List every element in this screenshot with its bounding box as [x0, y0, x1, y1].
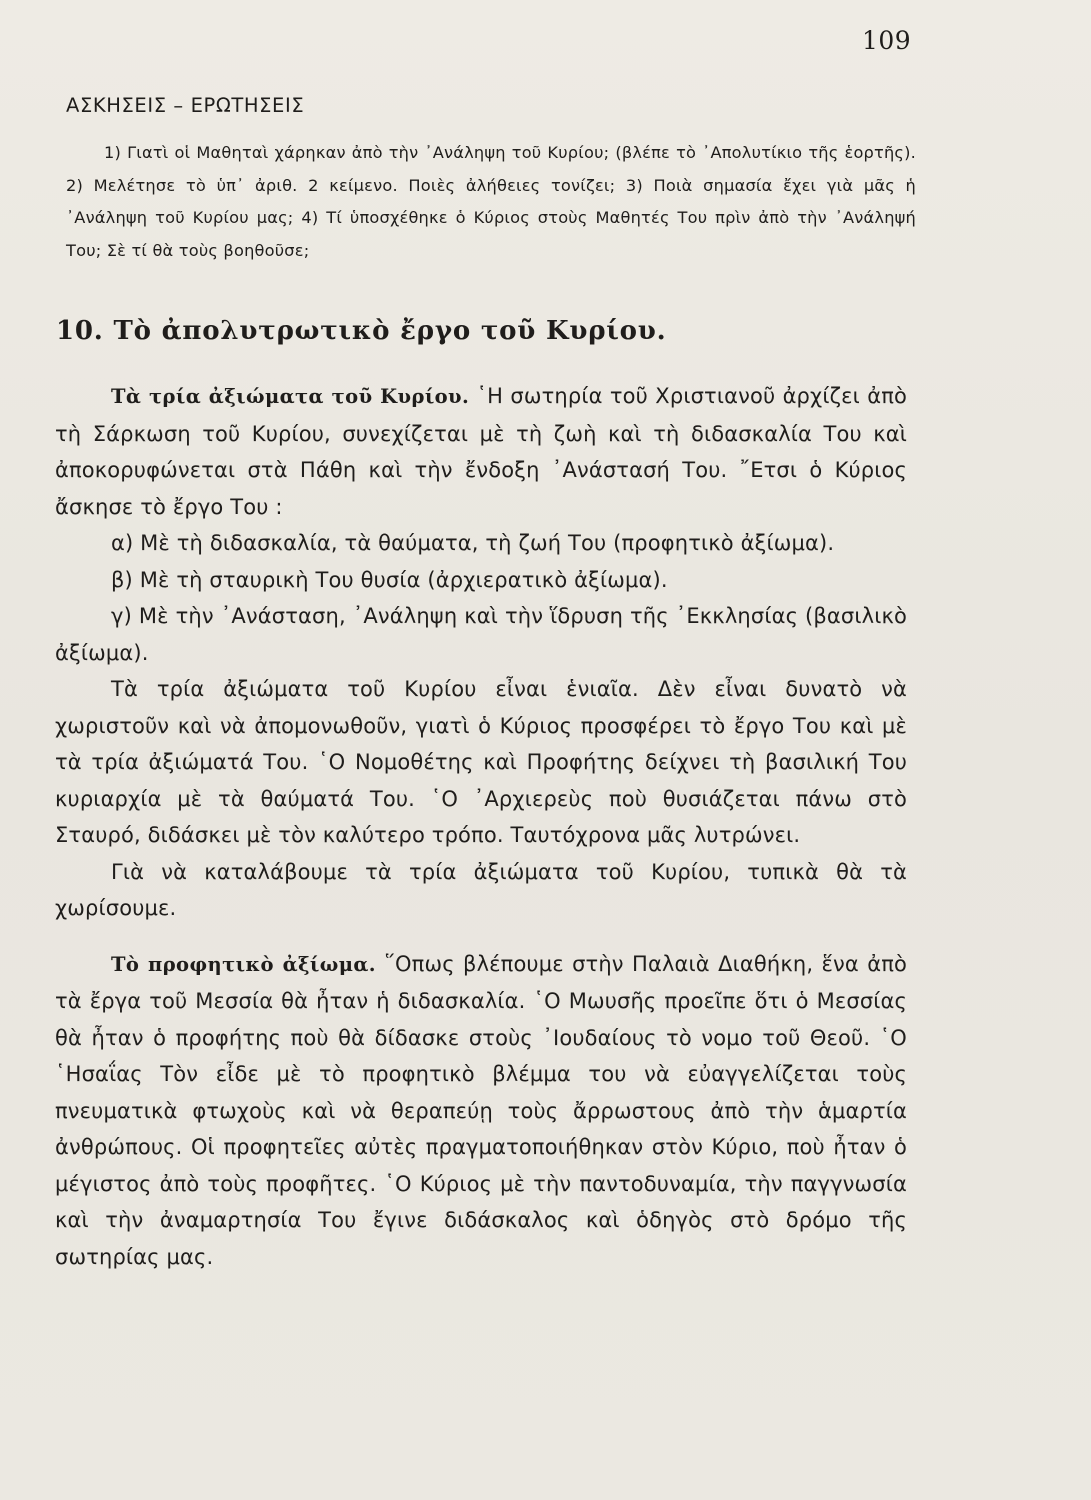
- paragraph-unity: Τὰ τρία ἀξιώματα τοῦ Κυρίου εἶναι ἑνιαῖα. Δὲν εἶναι δυνατὸ νὰ χωριστοῦν καὶ νὰ ἀπομονωθοῦν, γιατὶ ὁ Κύριος προσφέρει τὸ ἔργο Του καὶ μὲ τὰ τρία ἀξιώματά Του. ῾Ο Νομοθέτης καὶ Προφήτης δείχνει τὴ βασιλική Του κυριαρχία μὲ τὰ θαύματά Του. ῾Ο ᾿Αρχιερεὺς ποὺ θυσιάζεται πάνω στὸ Σταυρό, διδάσκει μὲ τὸν καλύτερο τρόπο. Ταυτόχρονα μᾶς λυτρώνει.: [55, 677, 907, 847]
- paragraph-three-offices: [55, 378, 907, 525]
- paragraph-prophetic: [55, 946, 907, 1276]
- list-item-a: α) Μὲ τὴ διδασκαλία, τὰ θαύματα, τὴ ζωή Του (προφητικὸ ἀξίωμα).: [111, 531, 835, 555]
- three-offices-lead: Τὰ τρία ἀξιώματα τοῦ Κυρίου.: [111, 385, 470, 408]
- prophetic-lead: Τὸ προφητικὸ ἀξίωμα.: [111, 952, 376, 976]
- prophetic-text: ῞Οπως βλέπουμε στὴν Παλαιὰ Διαθήκη, ἕνα ἀπὸ τὰ ἔργα τοῦ Μεσσία θὰ ἦταν ἡ διδασκαλία. ῾Ο Μωυσῆς προεῖπε ὅτι ὁ Μεσσίας θὰ ἦταν ὁ προφήτης ποὺ θὰ δίδασκε στοὺς ᾿Ιουδαίους τὸ νομο τοῦ Θεοῦ. ῾Ο ῾Ησαΐας Τὸν εἶδε μὲ τὸ προφητικὸ βλέμμα του νὰ εὐαγγελίζεται τοὺς πνευματικὰ φτωχοὺς καὶ νὰ θεραπεύῃ τοὺς ἄρρωστους ἀπὸ τὴν ἁμαρτία ἀνθρώπους. Οἱ προφητεῖες αὐτὲς πραγματοποιήθηκαν στὸν Κύριο, ποὺ ἦταν ὁ μέγιστος ἀπὸ τοὺς προφῆτες. ῾Ο Κύριος μὲ τὴν παντοδυναμία, τὴν παγγνωσία καὶ τὴν ἀναμαρτησία Του ἔγινε διδάσκαλος καὶ ὁδηγὸς στὸ δρόμο τῆς σωτηρίας μας.: [55, 951, 907, 1269]
- section-title: 10. Τὸ ἀπολυτρωτικὸ ἔργο τοῦ Κυρίου.: [56, 316, 667, 346]
- exercises-questions: 1) Γιατὶ οἱ Μαθηταὶ χάρηκαν ἀπὸ τὴν ᾿Ανάληψη τοῦ Κυρίου; (βλέπε τὸ ᾿Απολυτίκιο τῆς ἑορτῆς). 2) Μελέτησε τὸ ὑπ᾿ ἀριθ. 2 κείμενο. Ποιὲς ἀλήθειες τονίζει; 3) Ποιὰ σημασία ἔχει γιὰ μᾶς ἡ ᾿Ανάληψη τοῦ Κυρίου μας; 4) Τί ὑποσχέθηκε ὁ Κύριος στοὺς Μαθητές Του πρὶν ἀπὸ τὴν ᾿Ανάληψή Του; Σὲ τί θὰ τοὺς βοηθοῦσε;: [66, 143, 916, 260]
- exercises-block: [66, 94, 916, 267]
- three-offices-text: ῾Η σωτηρία τοῦ Χριστιανοῦ ἀρχίζει ἀπὸ τὴ Σάρκωση τοῦ Κυρίου, συνεχίζεται μὲ τὴ ζωὴ καὶ τὴ διδασκαλία Του καὶ ἀποκορυφώνεται στὰ Πάθη καὶ τὴν ἔνδοξη ᾿Ανάστασή Του. ῎Ετσι ὁ Κύριος ἄσκησε τὸ ἔργο Του :: [55, 384, 907, 519]
- section-body: [55, 378, 907, 1275]
- list-item-c: γ) Μὲ τὴν ᾿Ανάσταση, ᾿Ανάληψη καὶ τὴν ἵδρυση τῆς ᾿Εκκλησίας (βασιλικὸ ἀξίωμα).: [55, 604, 907, 665]
- page-number: 109: [862, 26, 912, 55]
- exercises-heading: ΑΣΚΗΣΕΙΣ – ΕΡΩΤΗΣΕΙΣ: [66, 94, 305, 117]
- paragraph-understand: Γιὰ νὰ καταλάβουμε τὰ τρία ἀξιώματα τοῦ Κυρίου, τυπικὰ θὰ τὰ χωρίσουμε.: [55, 859, 907, 920]
- list-item-b: β) Μὲ τὴ σταυρικὴ Του θυσία (ἀρχιερατικὸ ἀξίωμα).: [111, 567, 668, 592]
